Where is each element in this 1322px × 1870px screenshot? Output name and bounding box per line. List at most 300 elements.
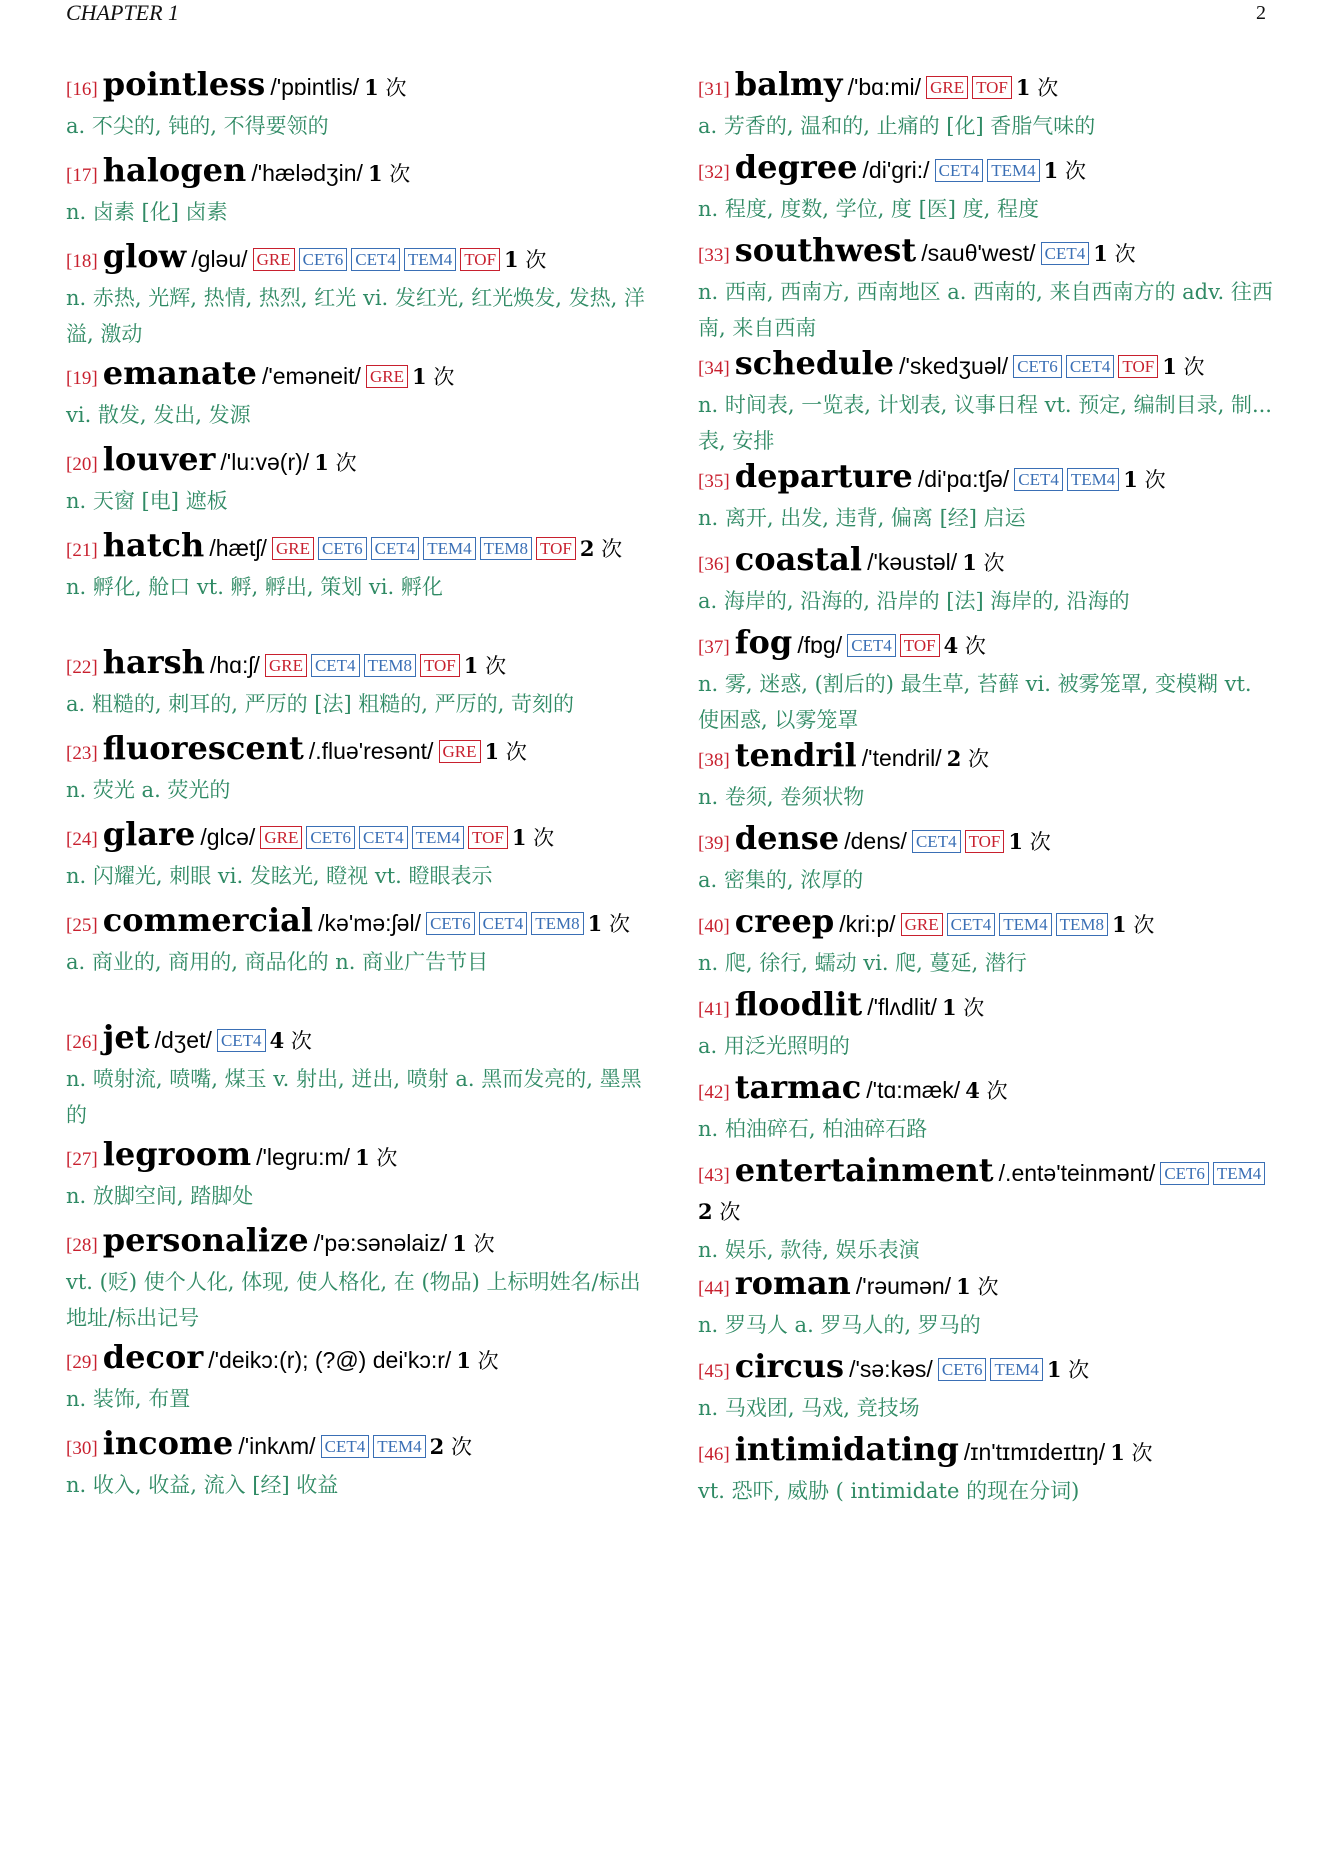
pronunciation: /glcə/ (200, 824, 256, 850)
vocab-entry (66, 730, 646, 808)
count-unit: 次 (1029, 830, 1051, 854)
count-unit: 次 (963, 996, 985, 1020)
count-unit: 次 (1183, 355, 1205, 379)
headword: decor (102, 1338, 204, 1376)
count-unit: 次 (389, 162, 411, 186)
entry-number: [33] (698, 245, 730, 266)
exam-tag: GRE (366, 365, 408, 388)
count-value: 1 (1123, 467, 1138, 492)
definition: n. 离开, 出发, 违背, 偏离 [经] 启运 (698, 506, 1026, 530)
vocab-entry (66, 441, 646, 519)
exam-tag: CET4 (912, 830, 961, 853)
pronunciation: /hætʃ/ (209, 535, 267, 561)
count-value: 4 (943, 633, 959, 658)
exam-tag: CET4 (371, 537, 420, 560)
frequency-count (1008, 830, 1050, 854)
count-value: 1 (314, 450, 329, 475)
vocab-entry (66, 152, 646, 230)
definition: n. 放脚空间, 踏脚处 (66, 1184, 254, 1208)
frequency-count (504, 248, 546, 272)
exam-tag: GRE (260, 826, 302, 849)
exam-tag: TOF (965, 830, 1005, 853)
count-value: 1 (1112, 912, 1127, 937)
headword: emanate (102, 354, 257, 392)
headword: personalize (102, 1221, 309, 1259)
vocab-entry (66, 816, 646, 894)
page-number: 2 (1256, 2, 1266, 24)
count-value: 4 (269, 1028, 285, 1053)
entry-number: [19] (66, 368, 98, 389)
count-unit: 次 (335, 451, 357, 475)
headword: departure (734, 457, 913, 495)
entry-number: [35] (698, 471, 730, 492)
count-unit: 次 (601, 537, 623, 561)
count-unit: 次 (376, 1146, 398, 1170)
count-unit: 次 (1144, 468, 1166, 492)
entry-number: [37] (698, 637, 730, 658)
vocab-entry (698, 737, 1278, 815)
definition: vi. 散发, 发出, 发源 (66, 403, 251, 427)
frequency-count (580, 537, 622, 561)
exam-tag: TEM4 (1213, 1162, 1265, 1185)
exam-tag: CET4 (359, 826, 408, 849)
count-unit: 次 (983, 551, 1005, 575)
count-unit: 次 (1064, 159, 1086, 183)
pronunciation: /'kəustəl/ (867, 549, 958, 575)
exam-tag: CET6 (938, 1358, 987, 1381)
exam-tag: GRE (265, 654, 307, 677)
exam-tag: GRE (439, 740, 481, 763)
entry-headline (66, 527, 646, 569)
pronunciation: /'sə:kəs/ (849, 1356, 933, 1382)
frequency-count (956, 1275, 998, 1299)
count-value: 1 (412, 364, 427, 389)
chapter-title: CHAPTER 1 (66, 0, 180, 25)
entry-number: [24] (66, 829, 98, 850)
count-value: 1 (1093, 241, 1108, 266)
exam-tag: GRE (253, 248, 295, 271)
entry-headline (698, 737, 1278, 779)
frequency-count (430, 1435, 472, 1459)
frequency-count (452, 1232, 494, 1256)
headword: louver (102, 440, 216, 478)
headword: coastal (734, 540, 862, 578)
definition: n. 天窗 [电] 遮板 (66, 489, 228, 513)
count-value: 1 (1015, 75, 1031, 100)
vocab-entry (698, 1431, 1278, 1509)
exam-tag: TOF (536, 537, 576, 560)
vocab-entry (66, 527, 646, 605)
vocab-entry (698, 458, 1278, 536)
definition: vt. 恐吓, 威胁 ( intimidate 的现在分词) (698, 1479, 1080, 1503)
exam-tag: TOF (900, 634, 940, 657)
definition: n. 娱乐, 款待, 娱乐表演 (698, 1238, 920, 1262)
count-unit: 次 (964, 634, 986, 658)
exam-tag: CET4 (935, 159, 984, 182)
exam-tag: TOF (1118, 355, 1158, 378)
entry-number: [29] (66, 1352, 98, 1373)
entry-headline (698, 232, 1278, 274)
frequency-count (1093, 242, 1135, 266)
exam-tag: CET4 (217, 1029, 266, 1052)
count-unit: 次 (1133, 913, 1155, 937)
vocab-entry (698, 1265, 1278, 1343)
definition: n. 荧光 a. 荧光的 (66, 778, 231, 802)
vocab-entry (698, 1348, 1278, 1426)
count-value: 1 (511, 825, 527, 850)
entry-headline (66, 441, 646, 483)
pronunciation: /'lu:və(r)/ (220, 449, 310, 475)
entry-number: [36] (698, 554, 730, 575)
count-value: 1 (355, 1145, 370, 1170)
entry-headline (66, 1222, 646, 1264)
headword: intimidating (734, 1430, 959, 1468)
exam-tag: TEM8 (480, 537, 532, 560)
headword: glow (102, 237, 187, 275)
count-unit: 次 (473, 1232, 495, 1256)
headword: floodlit (734, 985, 863, 1023)
entry-headline (698, 1348, 1278, 1390)
vocab-entry (698, 1069, 1278, 1147)
entry-number: [39] (698, 833, 730, 854)
entry-headline (66, 1019, 646, 1061)
pronunciation: /dens/ (844, 828, 907, 854)
count-value: 1 (1043, 158, 1059, 183)
pronunciation: /hɑ:ʃ/ (209, 652, 260, 678)
count-value: 1 (1046, 1357, 1062, 1382)
definition: a. 粗糙的, 刺耳的, 严厉的 [法] 粗糙的, 严厉的, 苛刻的 (66, 692, 575, 716)
vocab-entry (66, 1019, 646, 1133)
entry-headline (66, 730, 646, 772)
exam-tag: TOF (468, 826, 508, 849)
frequency-count (355, 1146, 397, 1170)
count-unit: 次 (719, 1200, 741, 1224)
entry-headline (66, 355, 646, 397)
exam-tag: CET6 (1160, 1162, 1209, 1185)
exam-tag: CET4 (1041, 242, 1090, 265)
entry-number: [42] (698, 1082, 730, 1103)
headword: southwest (734, 231, 917, 269)
count-unit: 次 (477, 1349, 499, 1373)
entry-number: [18] (66, 251, 98, 272)
entry-headline (698, 541, 1278, 583)
vocab-entry (698, 66, 1278, 144)
count-value: 1 (587, 911, 603, 936)
exam-tag: TEM4 (999, 913, 1051, 936)
frequency-count (512, 826, 554, 850)
entry-number: [17] (66, 165, 98, 186)
frequency-count (942, 996, 984, 1020)
pronunciation: /gləu/ (191, 246, 248, 272)
exam-tag: CET6 (299, 248, 348, 271)
frequency-count (1112, 913, 1154, 937)
pronunciation: /.entə'teinmənt/ (998, 1160, 1156, 1186)
headword: roman (734, 1264, 851, 1302)
vocab-entry (66, 66, 646, 144)
vocab-entry (698, 986, 1278, 1064)
headword: jet (102, 1018, 150, 1056)
pronunciation: /.fluə'resənt/ (308, 738, 434, 764)
entry-number: [44] (698, 1278, 730, 1299)
frequency-count (1047, 1358, 1089, 1382)
exam-tag: CET4 (311, 654, 360, 677)
vocab-entry (66, 644, 646, 722)
pronunciation: /'bɑ:mi/ (847, 74, 921, 100)
headword: hatch (102, 526, 205, 564)
count-value: 1 (452, 1231, 467, 1256)
exam-tag: TOF (972, 76, 1012, 99)
frequency-count (456, 1349, 498, 1373)
entry-number: [40] (698, 916, 730, 937)
entry-headline (698, 149, 1278, 191)
definition: a. 密集的, 浓厚的 (698, 868, 864, 892)
frequency-count (698, 1200, 740, 1224)
exam-tag: TEM4 (373, 1435, 425, 1458)
frequency-count (314, 451, 356, 475)
entry-headline (698, 1069, 1278, 1111)
vocab-entry (66, 355, 646, 433)
exam-tag: TEM4 (412, 826, 464, 849)
frequency-count (944, 634, 986, 658)
count-value: 1 (941, 995, 957, 1020)
exam-tag: CET6 (318, 537, 367, 560)
entry-number: [23] (66, 743, 98, 764)
headword: entertainment (734, 1151, 994, 1189)
definition: n. 卤素 [化] 卤素 (66, 200, 228, 224)
headword: halogen (102, 151, 247, 189)
vocab-entry (698, 345, 1278, 459)
exam-tag: CET4 (1066, 355, 1115, 378)
definition: n. 雾, 迷惑, (割后的) 最生草, 苔藓 vi. 被雾笼罩, 变模糊 vt. 使困惑, 以雾笼罩 (698, 672, 1252, 732)
definition: n. 装饰, 布置 (66, 1387, 191, 1411)
frequency-count (270, 1029, 312, 1053)
headword: fluorescent (102, 729, 304, 767)
entry-number: [46] (698, 1444, 730, 1465)
headword: tarmac (734, 1068, 862, 1106)
definition: a. 商业的, 商用的, 商品化的 n. 商业广告节目 (66, 950, 489, 974)
frequency-count (947, 747, 989, 771)
entry-number: [38] (698, 750, 730, 771)
vocab-entry (698, 820, 1278, 898)
vocab-entry (698, 624, 1278, 738)
definition: n. 赤热, 光辉, 热情, 热烈, 红光 vi. 发红光, 红光焕发, 发热, 洋溢, 激动 (66, 286, 645, 346)
definition: n. 收入, 收益, 流入 [经] 收益 (66, 1473, 339, 1497)
entry-headline (66, 238, 646, 280)
entry-headline (698, 1265, 1278, 1307)
vocab-entry (698, 232, 1278, 346)
entry-headline (66, 66, 646, 108)
entry-number: [45] (698, 1361, 730, 1382)
entry-number: [21] (66, 540, 98, 561)
vocab-entry (698, 541, 1278, 619)
pronunciation: /ɪn'tɪmɪdeɪtɪŋ/ (963, 1439, 1106, 1465)
entry-number: [26] (66, 1032, 98, 1053)
vocab-entry (66, 1425, 646, 1503)
entry-headline (698, 1152, 1278, 1232)
exam-tag: GRE (926, 76, 968, 99)
count-unit: 次 (1131, 1441, 1153, 1465)
frequency-count (1123, 468, 1165, 492)
definition: n. 喷射流, 喷嘴, 煤玉 v. 射出, 迸出, 喷射 a. 黑而发亮的, 墨黑的 (66, 1067, 642, 1127)
entry-headline (66, 152, 646, 194)
headword: harsh (102, 643, 205, 681)
count-unit: 次 (533, 826, 555, 850)
exam-tag: CET4 (351, 248, 400, 271)
headword: pointless (102, 65, 266, 103)
headword: circus (734, 1347, 845, 1385)
headword: tendril (734, 736, 857, 774)
frequency-count (962, 551, 1004, 575)
exam-tag: TEM4 (404, 248, 456, 271)
vocab-entry (66, 1136, 646, 1214)
pronunciation: /'eməneit/ (261, 363, 361, 389)
entry-number: [34] (698, 358, 730, 379)
entry-number: [30] (66, 1438, 98, 1459)
exam-tag: TEM8 (364, 654, 416, 677)
pronunciation: /'flʌdlit/ (867, 994, 937, 1020)
entry-headline (66, 1425, 646, 1467)
exam-tag: TEM4 (990, 1358, 1042, 1381)
page-header (66, 0, 1266, 30)
definition: n. 程度, 度数, 学位, 度 [医] 度, 程度 (698, 197, 1040, 221)
exam-tag: TOF (460, 248, 500, 271)
count-unit: 次 (968, 747, 990, 771)
entry-number: [31] (698, 79, 730, 100)
pronunciation: /'pɒintlis/ (270, 74, 360, 100)
headword: glare (102, 815, 196, 853)
entry-number: [43] (698, 1165, 730, 1186)
exam-tag: CET4 (847, 634, 896, 657)
entry-headline (66, 644, 646, 686)
count-unit: 次 (433, 365, 455, 389)
entry-headline (698, 66, 1278, 108)
vocab-entry (698, 149, 1278, 227)
count-unit: 次 (986, 1079, 1008, 1103)
frequency-count (364, 76, 406, 100)
count-value: 1 (504, 247, 519, 272)
headword: fog (734, 623, 793, 661)
exam-tag: CET6 (306, 826, 355, 849)
count-value: 2 (946, 746, 962, 771)
exam-tag: CET4 (947, 913, 996, 936)
exam-tag: TEM4 (1067, 468, 1119, 491)
count-value: 1 (456, 1348, 471, 1373)
count-value: 2 (579, 536, 595, 561)
count-value: 1 (1162, 354, 1177, 379)
definition: n. 卷须, 卷须状物 (698, 785, 865, 809)
exam-tag: GRE (901, 913, 943, 936)
entry-headline (698, 820, 1278, 862)
entry-headline (66, 1339, 646, 1381)
headword: commercial (102, 901, 314, 939)
frequency-count (412, 365, 454, 389)
exam-tag: TEM4 (987, 159, 1039, 182)
headword: dense (734, 819, 840, 857)
definition: n. 时间表, 一览表, 计划表, 议事日程 vt. 预定, 编制目录, 制... 表, 安排 (698, 393, 1272, 453)
vocab-entry (698, 903, 1278, 981)
entry-number: [28] (66, 1235, 98, 1256)
entry-headline (66, 902, 646, 944)
definition: n. 罗马人 a. 罗马人的, 罗马的 (698, 1313, 981, 1337)
exam-tag: GRE (272, 537, 314, 560)
count-unit: 次 (1068, 1358, 1090, 1382)
pronunciation: /kri:p/ (839, 911, 896, 937)
pronunciation: /'deikɔ:(r); (?@) dei'kɔ:r/ (208, 1347, 452, 1373)
headword: creep (734, 902, 835, 940)
vocab-entry (698, 1152, 1278, 1268)
entry-headline (66, 816, 646, 858)
entry-number: [25] (66, 915, 98, 936)
count-value: 1 (1008, 829, 1024, 854)
headword: legroom (102, 1135, 252, 1173)
frequency-count (368, 162, 410, 186)
exam-tag: TEM8 (531, 912, 583, 935)
pronunciation: /'pə:sənəlaiz/ (313, 1230, 448, 1256)
exam-tag: CET6 (426, 912, 475, 935)
headword: balmy (734, 65, 843, 103)
definition: a. 芳香的, 温和的, 止痛的 [化] 香脂气味的 (698, 114, 1096, 138)
definition: n. 柏油碎石, 柏油碎石路 (698, 1117, 928, 1141)
count-value: 1 (364, 75, 379, 100)
count-value: 1 (962, 550, 977, 575)
count-value: 1 (956, 1274, 971, 1299)
headword: income (102, 1424, 234, 1462)
exam-tag: CET4 (1014, 468, 1063, 491)
definition: a. 用泛光照明的 (698, 1034, 850, 1058)
entry-headline (698, 1431, 1278, 1473)
pronunciation: /'tendril/ (861, 745, 942, 771)
definition: n. 爬, 徐行, 蠕动 vi. 爬, 蔓延, 潜行 (698, 951, 1027, 975)
definition: n. 马戏团, 马戏, 竞技场 (698, 1396, 920, 1420)
definition: vt. (贬) 使个人化, 体现, 使人格化, 在 (物品) 上标明姓名/标出地址/标出记号 (66, 1270, 641, 1330)
exam-tag: TEM4 (423, 537, 475, 560)
entry-headline (698, 345, 1278, 387)
headword: schedule (734, 344, 895, 382)
entry-number: [41] (698, 999, 730, 1020)
frequency-count (1110, 1441, 1152, 1465)
count-value: 4 (965, 1078, 980, 1103)
frequency-count (464, 654, 506, 678)
exam-tag: TOF (420, 654, 460, 677)
pronunciation: /'rəumən/ (855, 1273, 952, 1299)
definition: n. 孵化, 舱口 vt. 孵, 孵出, 策划 vi. 孵化 (66, 575, 443, 599)
count-unit: 次 (290, 1029, 312, 1053)
pronunciation: /di'pɑ:tʃə/ (917, 466, 1010, 492)
frequency-count (485, 740, 527, 764)
count-unit: 次 (385, 76, 407, 100)
pronunciation: /kə'mə:ʃəl/ (318, 910, 421, 936)
count-unit: 次 (1037, 76, 1059, 100)
entry-number: [16] (66, 79, 98, 100)
frequency-count (1162, 355, 1204, 379)
count-value: 1 (463, 653, 479, 678)
vocab-entry (66, 902, 646, 980)
definition: n. 西南, 西南方, 西南地区 a. 西南的, 来自西南方的 adv. 往西南, 来自西南 (698, 280, 1273, 340)
entry-headline (698, 986, 1278, 1028)
count-value: 2 (698, 1199, 713, 1224)
frequency-count (965, 1079, 1007, 1103)
pronunciation: /'hælədʒin/ (251, 160, 363, 186)
frequency-count (588, 912, 630, 936)
exam-tag: CET4 (321, 1435, 370, 1458)
headword: degree (734, 148, 858, 186)
pronunciation: /'inkʌm/ (238, 1433, 316, 1459)
definition: n. 闪耀光, 刺眼 vi. 发眩光, 瞪视 vt. 瞪眼表示 (66, 864, 493, 888)
entry-number: [27] (66, 1149, 98, 1170)
definition: a. 海岸的, 沿海的, 沿岸的 [法] 海岸的, 沿海的 (698, 589, 1130, 613)
frequency-count (1016, 76, 1058, 100)
exam-tag: CET4 (479, 912, 528, 935)
